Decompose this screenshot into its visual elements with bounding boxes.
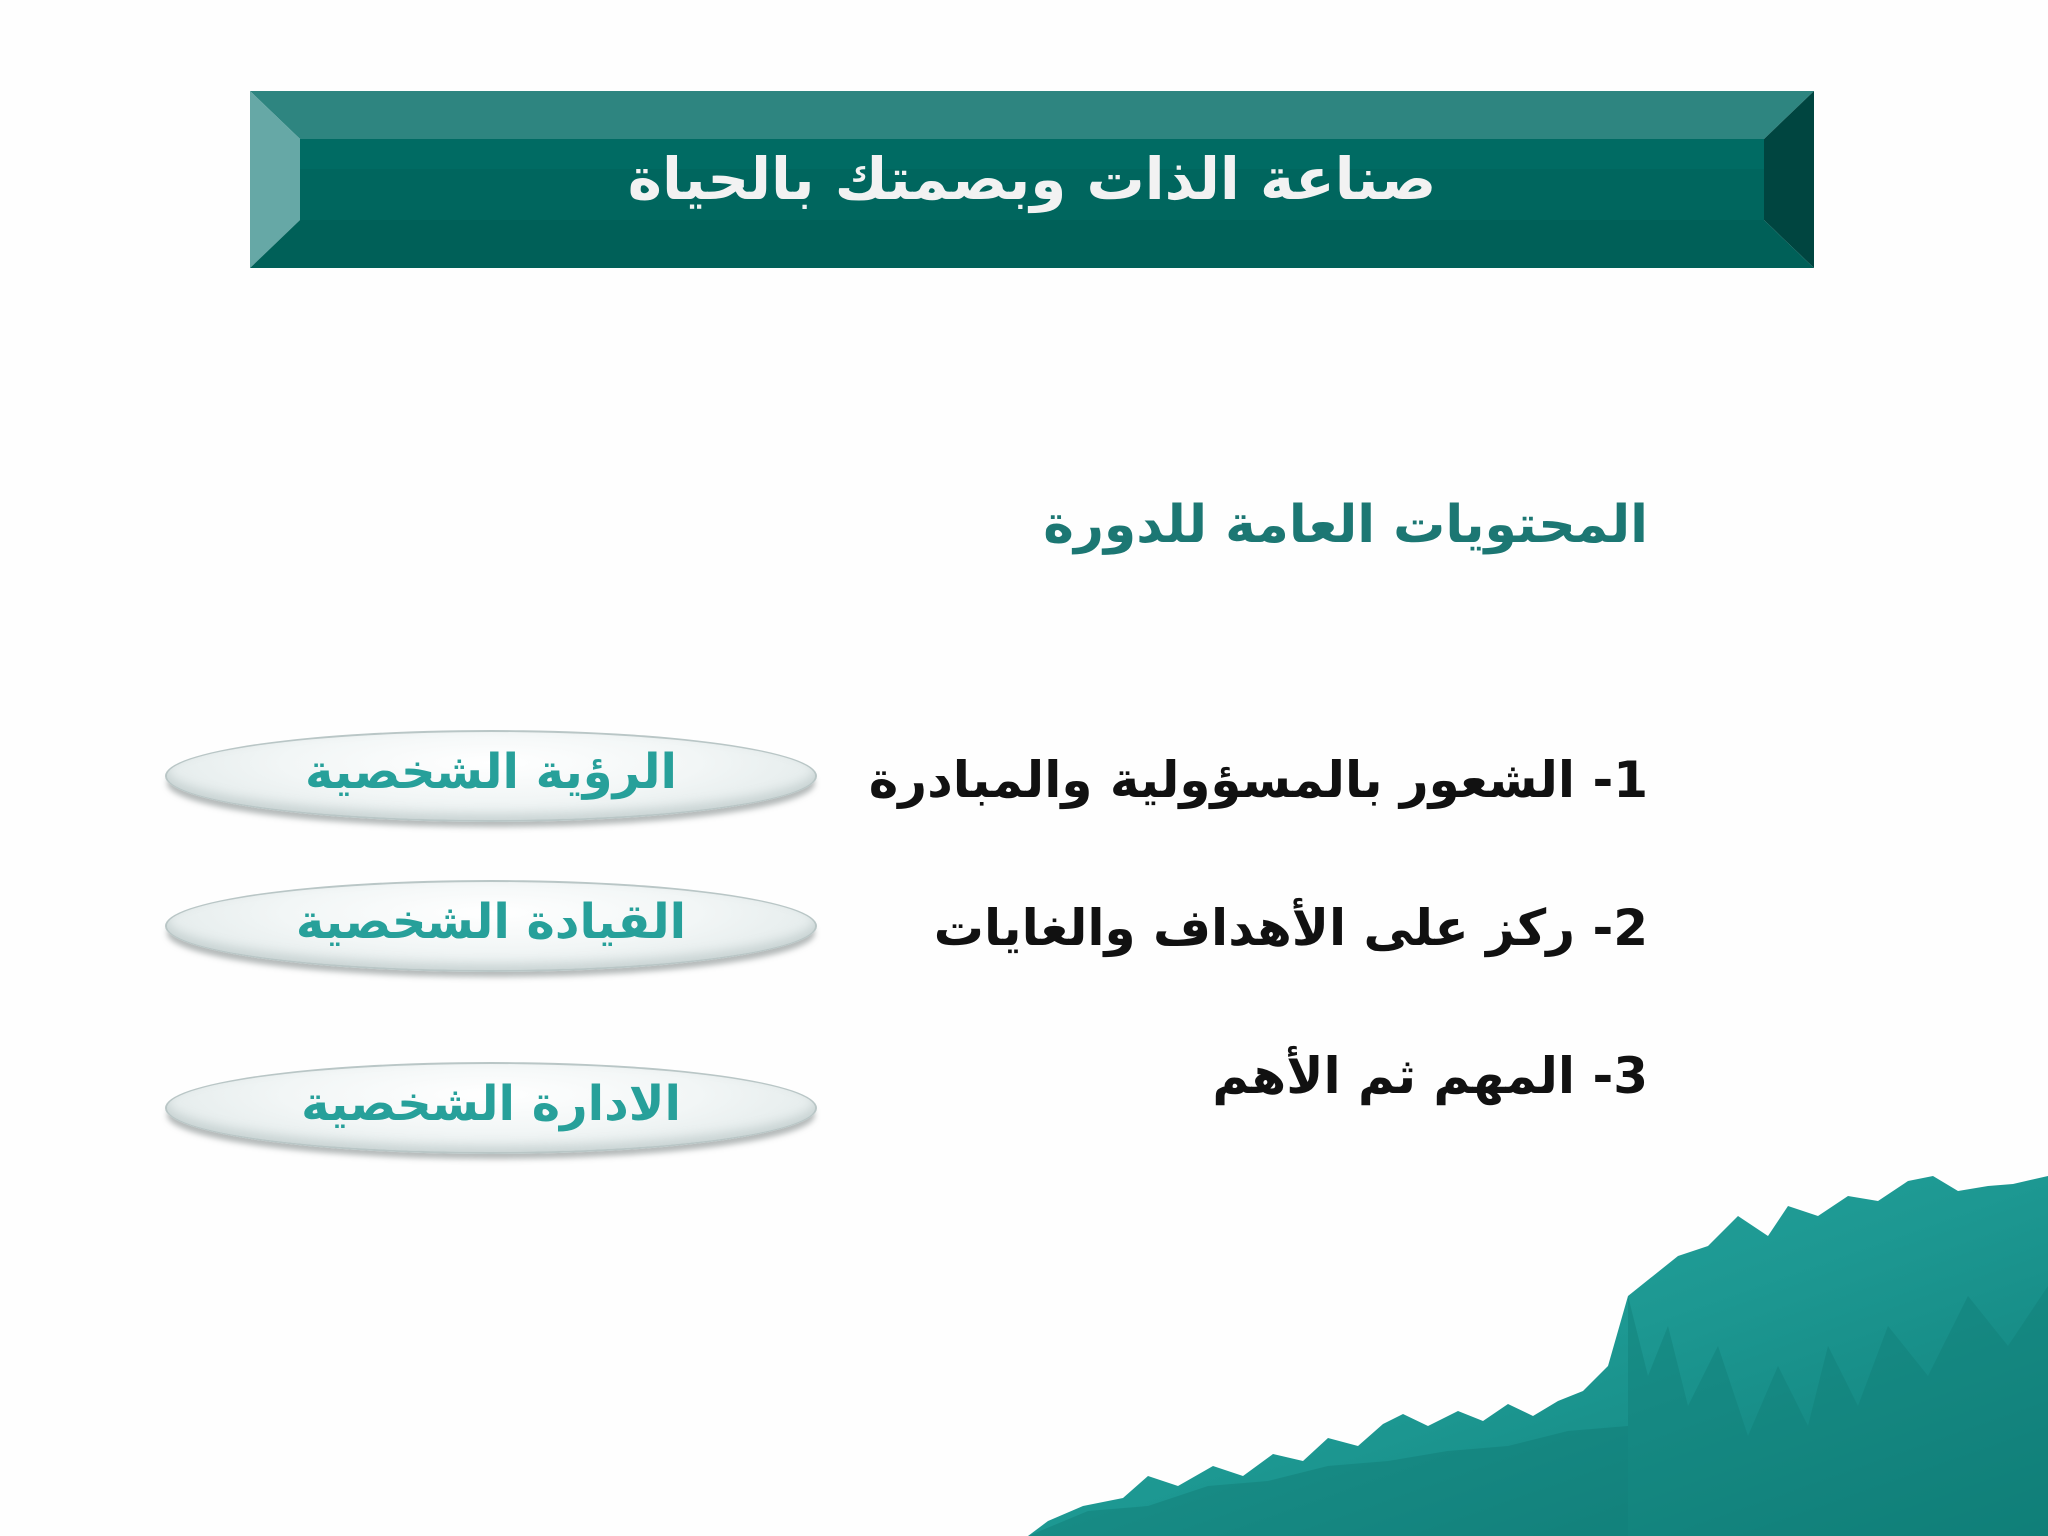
title-banner — [250, 91, 1814, 268]
topic-buttons — [165, 730, 820, 1154]
section-heading: المحتويات العامة للدورة — [1043, 495, 1648, 555]
personal-management-button[interactable]: الادارة الشخصية — [165, 1062, 817, 1154]
mountain-decoration — [1028, 1176, 2048, 1536]
contents-list — [868, 740, 1648, 1184]
slide-title: صناعة الذات وبصمتك بالحياة — [627, 145, 1437, 213]
personal-leadership-button[interactable]: القيادة الشخصية — [165, 880, 817, 972]
personal-vision-button[interactable]: الرؤية الشخصية — [165, 730, 817, 822]
list-item: 2- ركز على الأهداف والغايات — [933, 899, 1648, 957]
list-item: 1- الشعور بالمسؤولية والمبادرة — [868, 751, 1648, 809]
list-item: 3- المهم ثم الأهم — [1212, 1047, 1648, 1105]
